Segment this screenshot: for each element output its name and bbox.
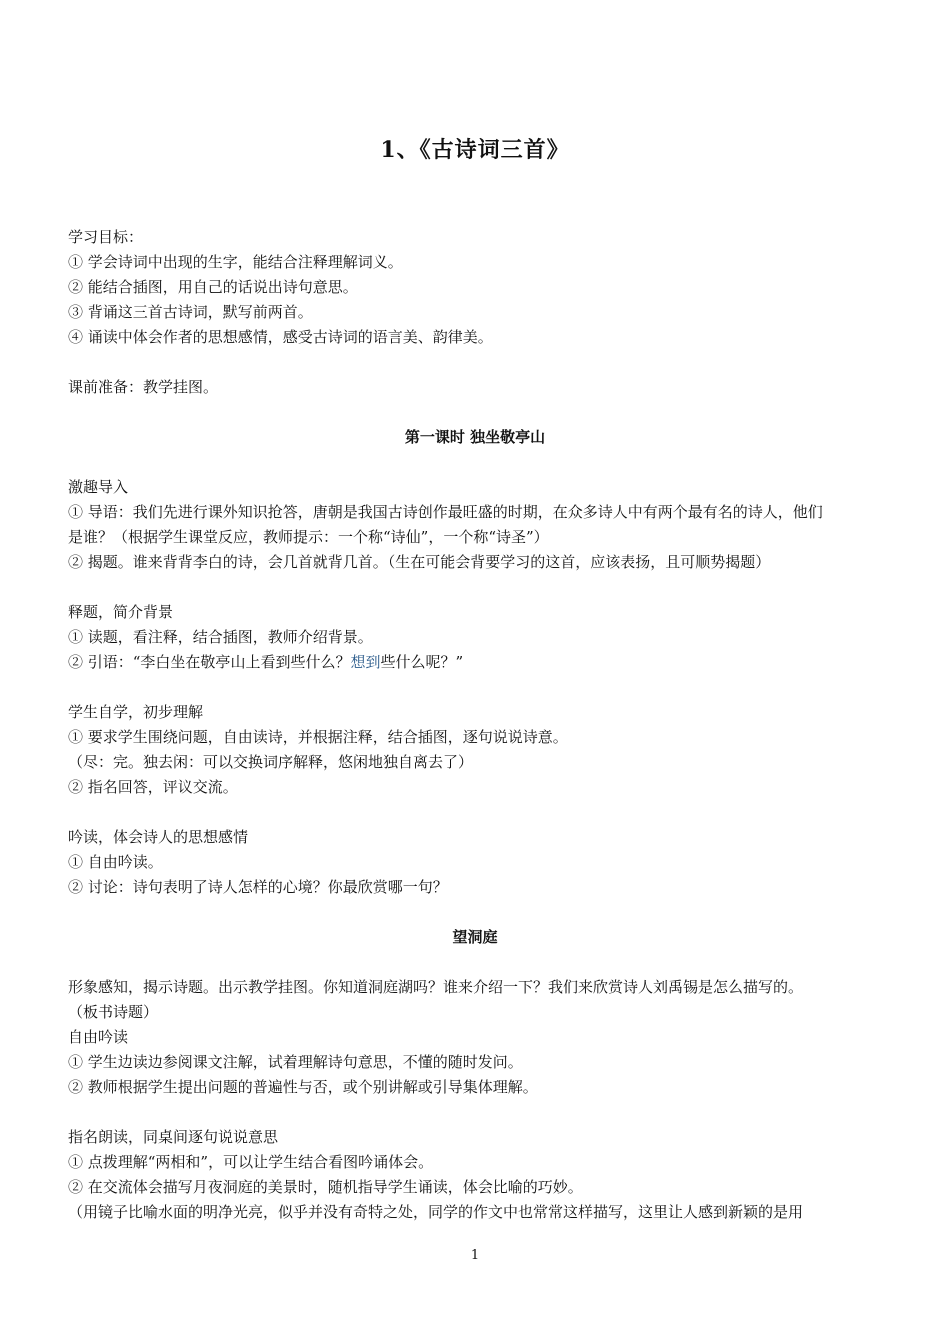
step-label: 释题，简介背景 (68, 603, 174, 621)
step-text: ① 读题，看注释，结合插图，教师介绍背景。 (68, 628, 373, 646)
objective-item: ④ 诵读中体会作者的思想感情，感受古诗词的语言美、韵律美。 (68, 328, 493, 346)
step-label: 自由吟读 (68, 1028, 129, 1046)
objective-item: ① 学会诗词中出现的生字，能结合注释理解词义。 (68, 253, 403, 271)
step-text (68, 650, 888, 675)
step-text: 形象感知，揭示诗题。出示教学挂图。你知道洞庭湖吗？谁来介绍一下？我们来欣赏诗人刘禹锡是怎么描写的。 (68, 978, 804, 996)
objectives-label: 学习目标： (68, 228, 144, 246)
page-number: 1 (470, 1248, 480, 1263)
step-text: ② 揭题。谁来背背李白的诗，会几首就背几首。（生在可能会背要学习的这首，应该表扬，且可顺势揭题） (68, 553, 771, 571)
highlighted-text: 想到 (350, 653, 381, 671)
step-text: ① 学生边读边参阅课文注解，试着理解诗句意思，不懂的随时发问。 (68, 1053, 523, 1071)
objective-item: ② 能结合插图，用自己的话说出诗句意思。 (68, 278, 358, 296)
step-text: ② 教师根据学生提出问题的普遍性与否，或个别讲解或引导集体理解。 (68, 1078, 538, 1096)
step-note: （尽：完。独去闲：可以交换词序解释，悠闲地独自离去了） (68, 753, 474, 771)
step-text: ① 自由吟读。 (68, 853, 163, 871)
step-label: 指名朗读，同桌间逐句说说意思 (68, 1128, 279, 1146)
page-title: 1、《古诗词三首》 (380, 137, 570, 163)
step-text: ① 要求学生围绕问题，自由读诗，并根据注释，结合插图，逐句说说诗意。 (68, 728, 568, 746)
step-text: ② 指名回答，评议交流。 (68, 778, 238, 796)
step-text: ① 导语：我们先进行课外知识抢答，唐朝是我国古诗创作最旺盛的时期，在众多诗人中有两个最有名的诗人，他们 (68, 503, 823, 521)
quote-text: ② 引语：“李白坐在敬亭山上看到些什么？ (68, 653, 351, 671)
preparation-text: 课前准备：教学挂图。 (68, 378, 219, 396)
section-heading-lesson2: 望洞庭 (452, 928, 498, 946)
step-label: 学生自学，初步理解 (68, 703, 204, 721)
quote-text: 些什么呢？” (380, 653, 464, 671)
step-label: 激趣导入 (68, 478, 129, 496)
step-label: 吟读，体会诗人的思想感情 (68, 828, 249, 846)
step-text: ② 在交流体会描写月夜洞庭的美景时，随机指导学生诵读，体会比喻的巧妙。 (68, 1178, 583, 1196)
step-note: （用镜子比喻水面的明净光亮，似乎并没有奇特之处，同学的作文中也常常这样描写，这里让人感到新颖的是用 (68, 1203, 804, 1221)
objective-item: ③ 背诵这三首古诗词，默写前两首。 (68, 303, 313, 321)
step-text: ① 点拨理解“两相和”，可以让学生结合看图吟诵体会。 (68, 1153, 434, 1171)
step-text: ② 讨论：诗句表明了诗人怎样的心境？你最欣赏哪一句？ (68, 878, 448, 896)
step-text: 是谁？（根据学生课堂反应，教师提示：一个称“诗仙”，一个称“诗圣”） (68, 528, 549, 546)
section-heading-lesson1: 第一课时 独坐敬亭山 (404, 428, 546, 446)
step-note: （板书诗题） (68, 1003, 159, 1021)
